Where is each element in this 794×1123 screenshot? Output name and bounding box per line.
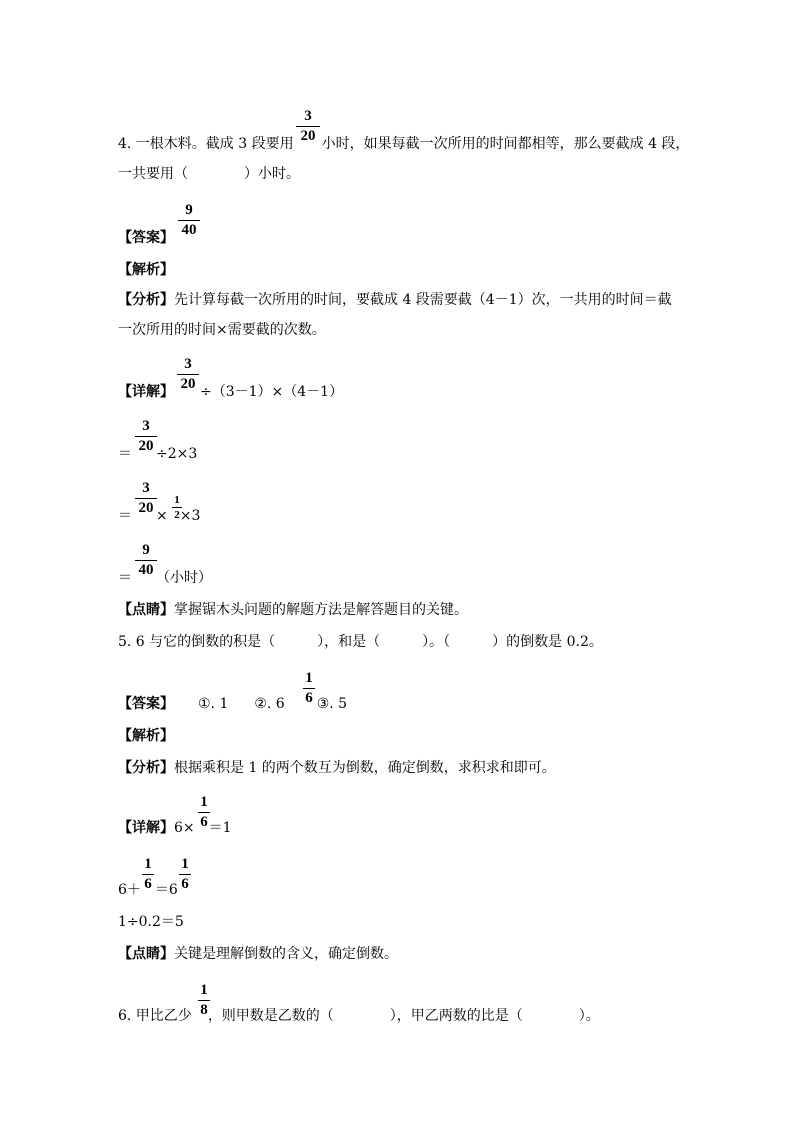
q5-detail1-fraction: 1 6 xyxy=(198,794,210,831)
q4-detail-step1: 【详解】 ÷（3－1）×（4－1） xyxy=(118,384,344,400)
q4-comment: 【点睛】掌握锯木头问题的解题方法是解答题目的关键。 xyxy=(118,602,468,618)
q5-detail2: 6＋ ＝6 xyxy=(118,882,178,898)
q4-detail-step3: ＝ × ×3 xyxy=(118,508,201,524)
q4-answer: 【答案】 xyxy=(118,230,174,246)
q4-fraction: 3 20 xyxy=(296,108,320,145)
q4-analysis-label: 【解析】 xyxy=(118,262,174,278)
q4-question-line1: 4. 一根木料。截成 3 段要用 小时，如果每截一次所用的时间都相等，那么要截成 4 段， xyxy=(118,136,690,152)
q4-step2-fraction: 3 20 xyxy=(135,418,157,455)
q5-answer: 【答案】 ①. 1 ②. 6 ③. 5 xyxy=(118,696,348,712)
q4-question-line2: 一共要用（ ）小时。 xyxy=(118,166,300,182)
q4-step3-fraction-small: 1 2 xyxy=(172,494,182,521)
q5-detail2-fraction: 1 6 xyxy=(142,856,154,893)
q4-step1-fraction: 3 20 xyxy=(177,356,199,393)
q5-analysis-label: 【解析】 xyxy=(118,728,174,744)
q5-fenxi: 【分析】根据乘积是 1 的两个数互为倒数，确定倒数，求积求和即可。 xyxy=(118,760,556,776)
q5-comment: 【点睛】关键是理解倒数的含义，确定倒数。 xyxy=(118,946,398,962)
q5-detail1: 【详解】6× ＝1 xyxy=(118,820,232,836)
q5-question: 5. 6 与它的倒数的积是（ ），和是（ ）。（ ）的倒数是 0.2。 xyxy=(118,634,603,650)
q5-answer-fraction: 1 6 xyxy=(303,670,315,707)
q4-fenxi-line2: 一次所用的时间×需要截的次数。 xyxy=(118,322,326,338)
q6-question: 6. 甲比乙少 ，则甲数是乙数的（ ），甲乙两数的比是（ ）。 xyxy=(118,1008,600,1024)
q5-detail3: 1÷0.2＝5 xyxy=(118,914,184,930)
q4-detail-step2: ＝ ÷2×3 xyxy=(118,446,198,462)
q4-fenxi-line1: 【分析】先计算每截一次所用的时间，要截成 4 段需要截（4－1）次，一共用的时间＝截 xyxy=(118,292,672,308)
q4-detail-step4: ＝ （小时） xyxy=(118,570,212,586)
q4-step3-fraction: 3 20 xyxy=(135,480,157,517)
q5-detail2-fraction2: 1 6 xyxy=(179,856,191,893)
q6-fraction: 1 8 xyxy=(198,982,210,1019)
q4-answer-fraction: 9 40 xyxy=(178,202,200,239)
q4-step4-fraction: 9 40 xyxy=(135,542,157,579)
